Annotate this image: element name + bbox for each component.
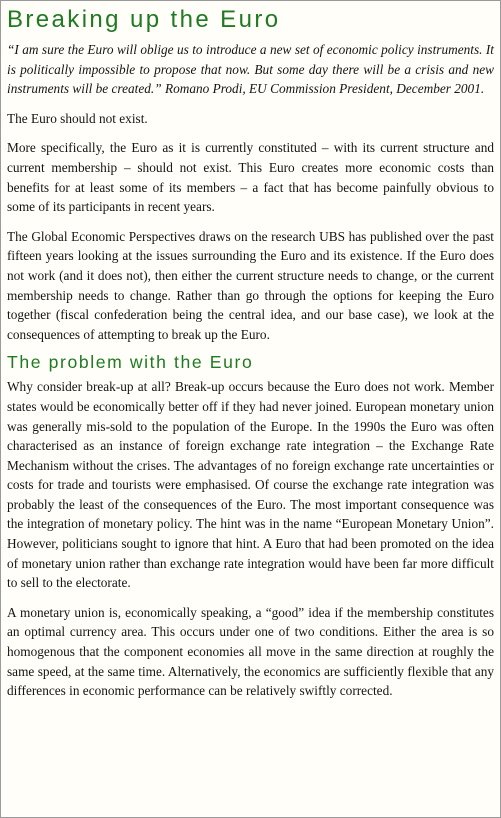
section-heading: The problem with the Euro xyxy=(7,352,254,373)
page-title: Breaking up the Euro xyxy=(7,6,281,33)
paragraph-monetary-union: A monetary union is, economically speaking, a “good” idea if the membership constitutes an optimal currency area. This occurs under one of two conditions. Either the area is so homogenous that the component economies all move in the same direction at roughly the same speed, at the same time. Alternatively, the economics are sufficiently flexible that any differences in economic performance can be relatively swiftly corrected. xyxy=(7,604,494,699)
document-body xyxy=(7,4,494,711)
paragraph-perspectives: The Global Economic Perspectives draws on the research UBS has published over the past fifteen years looking at the issues surrounding the Euro and its existence. If the Euro does not work (and it does not), then either the current structure needs to change, or the current membership needs to change. Rather than go through the options for keeping the Euro together (fiscal confederation being the central idea, and our base case), we look at the consequences of attempting to break up the Euro. xyxy=(7,228,494,342)
paragraph-intro: The Euro should not exist. xyxy=(7,110,148,126)
paragraph-specifics: More specifically, the Euro as it is currently constituted – with its current structure and current membership – should not exist. This Euro creates more economic costs than benefits for at least some of its members – a fact that has become painfully obvious to some of its participants in recent years. xyxy=(7,140,494,215)
epigraph-quote: “I am sure the Euro will oblige us to introduce a new set of economic policy instruments. It is politically impossible to propose that now. But some day there will be a crisis and new instruments will be created.” Romano Prodi, EU Commission President, December 2001. xyxy=(7,42,494,97)
paragraph-why-breakup: Why consider break-up at all? Break-up occurs because the Euro does not work. Member states would be economically better off if they had never joined. European monetary union was generally mis-sold to the population of the Europe. In the 1990s the Euro was often characterised as an instance of foreign exchange rate integration – the Exchange Rate Mechanism without the crises. The advantages of no foreign exchange rate uncertainties or costs for trade and tourists were emphasised. Of course the exchange rate integration was probably the least of the consequences of the Euro. The most important consequence was the integration of monetary policy. The hint was in the name “European Monetary Union”. However, politicians sought to ignore that hint. A Euro that had been promoted on the idea of monetary union rather than exchange rate integration would have been far more difficult to sell to the electorate. xyxy=(7,379,494,591)
